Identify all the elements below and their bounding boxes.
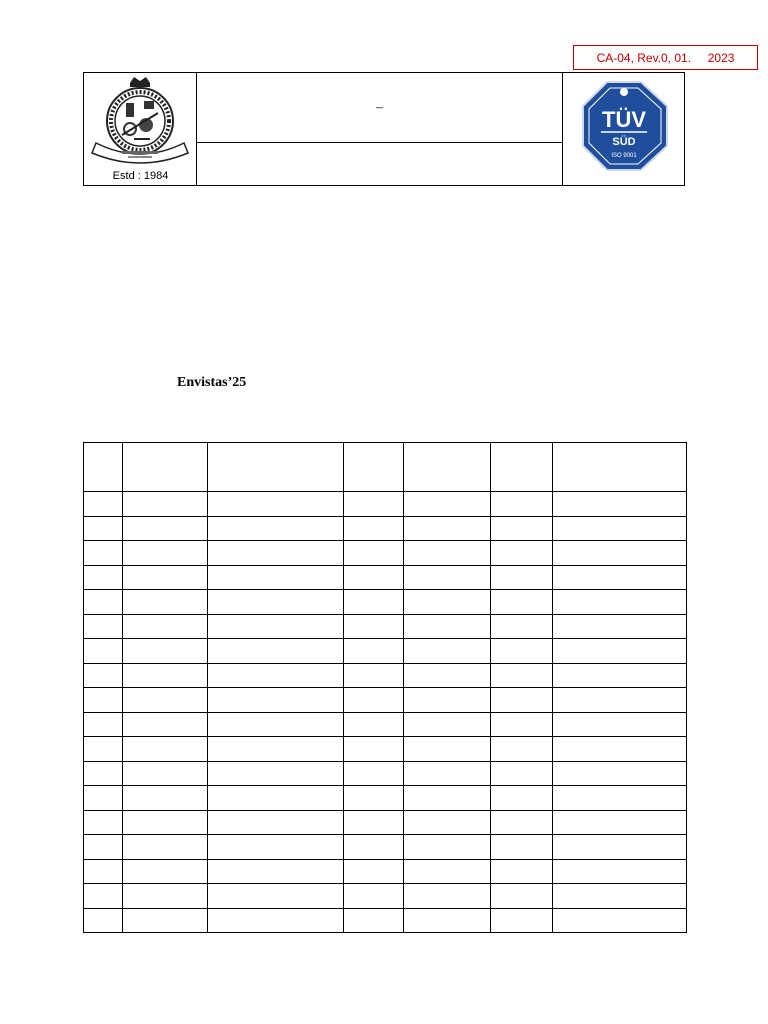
table-cell	[123, 884, 208, 909]
table-cell	[404, 761, 491, 786]
table-cell	[404, 541, 491, 566]
header-title-cell	[197, 73, 562, 143]
table-cell	[208, 737, 344, 762]
table-cell	[84, 541, 123, 566]
table-cell	[84, 492, 123, 517]
table-cell	[208, 884, 344, 909]
table-cell	[404, 712, 491, 737]
table-cell	[208, 541, 344, 566]
table-cell	[123, 835, 208, 860]
table-cell	[491, 639, 553, 664]
table-cell	[344, 663, 404, 688]
table-cell	[404, 590, 491, 615]
table-row	[84, 492, 687, 517]
table-cell	[344, 835, 404, 860]
table-cell	[404, 492, 491, 517]
table-cell	[208, 761, 344, 786]
table-cell	[344, 639, 404, 664]
header-subtitle-cell	[197, 143, 562, 185]
table-cell	[123, 565, 208, 590]
table-cell	[344, 688, 404, 713]
header-cell	[208, 443, 344, 492]
table-cell	[84, 639, 123, 664]
table-cell	[208, 859, 344, 884]
table-row	[84, 614, 687, 639]
registration-table	[83, 442, 687, 933]
table-cell	[553, 786, 687, 811]
table-cell	[553, 859, 687, 884]
table-cell	[123, 737, 208, 762]
table-cell	[404, 688, 491, 713]
header-title-dash: –	[376, 99, 383, 115]
table-cell	[491, 688, 553, 713]
table-cell	[84, 737, 123, 762]
table-cell	[208, 639, 344, 664]
table-cell	[553, 516, 687, 541]
table-row	[84, 810, 687, 835]
table-cell	[344, 492, 404, 517]
letterhead-header	[83, 72, 685, 186]
table-row	[84, 737, 687, 762]
table-row	[84, 786, 687, 811]
table-cell	[344, 541, 404, 566]
table-cell	[404, 908, 491, 933]
table-row	[84, 639, 687, 664]
table-cell	[344, 614, 404, 639]
table-cell	[404, 516, 491, 541]
table-cell	[208, 810, 344, 835]
table-cell	[344, 737, 404, 762]
table-cell	[208, 590, 344, 615]
table-cell	[344, 884, 404, 909]
institution-emblem-icon	[84, 73, 197, 168]
table-cell	[553, 541, 687, 566]
table-cell	[404, 614, 491, 639]
header-cell	[123, 443, 208, 492]
table-cell	[123, 761, 208, 786]
table-row	[84, 663, 687, 688]
table-cell	[208, 908, 344, 933]
table-cell	[208, 614, 344, 639]
table-cell	[344, 761, 404, 786]
table-cell	[123, 712, 208, 737]
established-caption: Estd : 1984	[112, 170, 169, 182]
table-cell	[553, 639, 687, 664]
table-cell	[553, 663, 687, 688]
table-cell	[491, 565, 553, 590]
table-cell	[84, 590, 123, 615]
table-cell	[553, 737, 687, 762]
table-cell	[344, 565, 404, 590]
table-cell	[123, 688, 208, 713]
table-cell	[84, 884, 123, 909]
table-cell	[208, 786, 344, 811]
table-cell	[208, 492, 344, 517]
table-cell	[208, 565, 344, 590]
table-row	[84, 884, 687, 909]
table-cell	[553, 884, 687, 909]
table-cell	[84, 516, 123, 541]
table-cell	[404, 639, 491, 664]
table-cell	[208, 712, 344, 737]
table-cell	[491, 810, 553, 835]
table-row	[84, 859, 687, 884]
document-code-box	[573, 45, 758, 70]
table-cell	[491, 614, 553, 639]
table-cell	[553, 590, 687, 615]
table-cell	[84, 859, 123, 884]
table-cell	[123, 516, 208, 541]
table-cell	[491, 908, 553, 933]
header-cell	[404, 443, 491, 492]
table-cell	[404, 565, 491, 590]
table-cell	[208, 516, 344, 541]
table-cell	[553, 712, 687, 737]
table-cell	[553, 835, 687, 860]
table-cell	[491, 884, 553, 909]
table-cell	[404, 663, 491, 688]
table-row	[84, 516, 687, 541]
table-row	[84, 541, 687, 566]
table-cell	[491, 835, 553, 860]
table-cell	[84, 688, 123, 713]
table-cell	[344, 590, 404, 615]
table-row	[84, 908, 687, 933]
tuv-logo-text: TÜV	[602, 107, 646, 132]
table-cell	[491, 712, 553, 737]
table-cell	[404, 810, 491, 835]
table-cell	[84, 786, 123, 811]
table-cell	[491, 786, 553, 811]
table-cell	[404, 786, 491, 811]
table-cell	[344, 810, 404, 835]
table-cell	[123, 639, 208, 664]
table-row	[84, 761, 687, 786]
table-cell	[491, 590, 553, 615]
table-row	[84, 835, 687, 860]
table-cell	[123, 492, 208, 517]
table-cell	[84, 712, 123, 737]
table-cell	[123, 786, 208, 811]
table-cell	[553, 614, 687, 639]
table-cell	[84, 614, 123, 639]
header-cell	[491, 443, 553, 492]
table-row	[84, 688, 687, 713]
table-cell	[553, 492, 687, 517]
tuv-iso-text: ISO 9001	[611, 153, 637, 159]
table-row	[84, 590, 687, 615]
header-cell	[553, 443, 687, 492]
table-cell	[123, 908, 208, 933]
document-code-text: CA-04, Rev.0, 01. 2023	[596, 50, 735, 65]
table-cell	[344, 908, 404, 933]
table-cell	[491, 492, 553, 517]
table-cell	[491, 737, 553, 762]
table-row	[84, 712, 687, 737]
table-row	[84, 565, 687, 590]
table-cell	[123, 663, 208, 688]
table-cell	[404, 737, 491, 762]
tuv-sud-text: SÜD	[612, 136, 636, 148]
table-cell	[208, 663, 344, 688]
table-cell	[123, 614, 208, 639]
table-cell	[491, 541, 553, 566]
table-cell	[553, 565, 687, 590]
table-header-row	[84, 443, 687, 492]
table-cell	[123, 859, 208, 884]
institution-logo-cell	[84, 73, 197, 185]
table-cell	[84, 835, 123, 860]
table-cell	[404, 884, 491, 909]
table-cell	[553, 688, 687, 713]
table-cell	[404, 859, 491, 884]
table-cell	[491, 516, 553, 541]
header-cell	[84, 443, 123, 492]
table-cell	[344, 786, 404, 811]
tuv-certification-icon	[563, 73, 685, 185]
table-cell	[553, 810, 687, 835]
table-cell	[491, 761, 553, 786]
table-cell	[553, 908, 687, 933]
table-cell	[553, 761, 687, 786]
table-cell	[208, 835, 344, 860]
table-cell	[404, 835, 491, 860]
table-cell	[84, 908, 123, 933]
event-title: Envistas’25	[177, 375, 247, 390]
table-cell	[123, 541, 208, 566]
table-cell	[344, 859, 404, 884]
table-cell	[208, 688, 344, 713]
table-cell	[84, 663, 123, 688]
header-cell	[344, 443, 404, 492]
table-cell	[84, 565, 123, 590]
table-cell	[344, 712, 404, 737]
certification-logo-cell	[562, 73, 684, 185]
table-cell	[123, 590, 208, 615]
table-cell	[84, 761, 123, 786]
table-cell	[491, 859, 553, 884]
table-cell	[344, 516, 404, 541]
table-cell	[491, 663, 553, 688]
table-cell	[123, 810, 208, 835]
table-cell	[84, 810, 123, 835]
